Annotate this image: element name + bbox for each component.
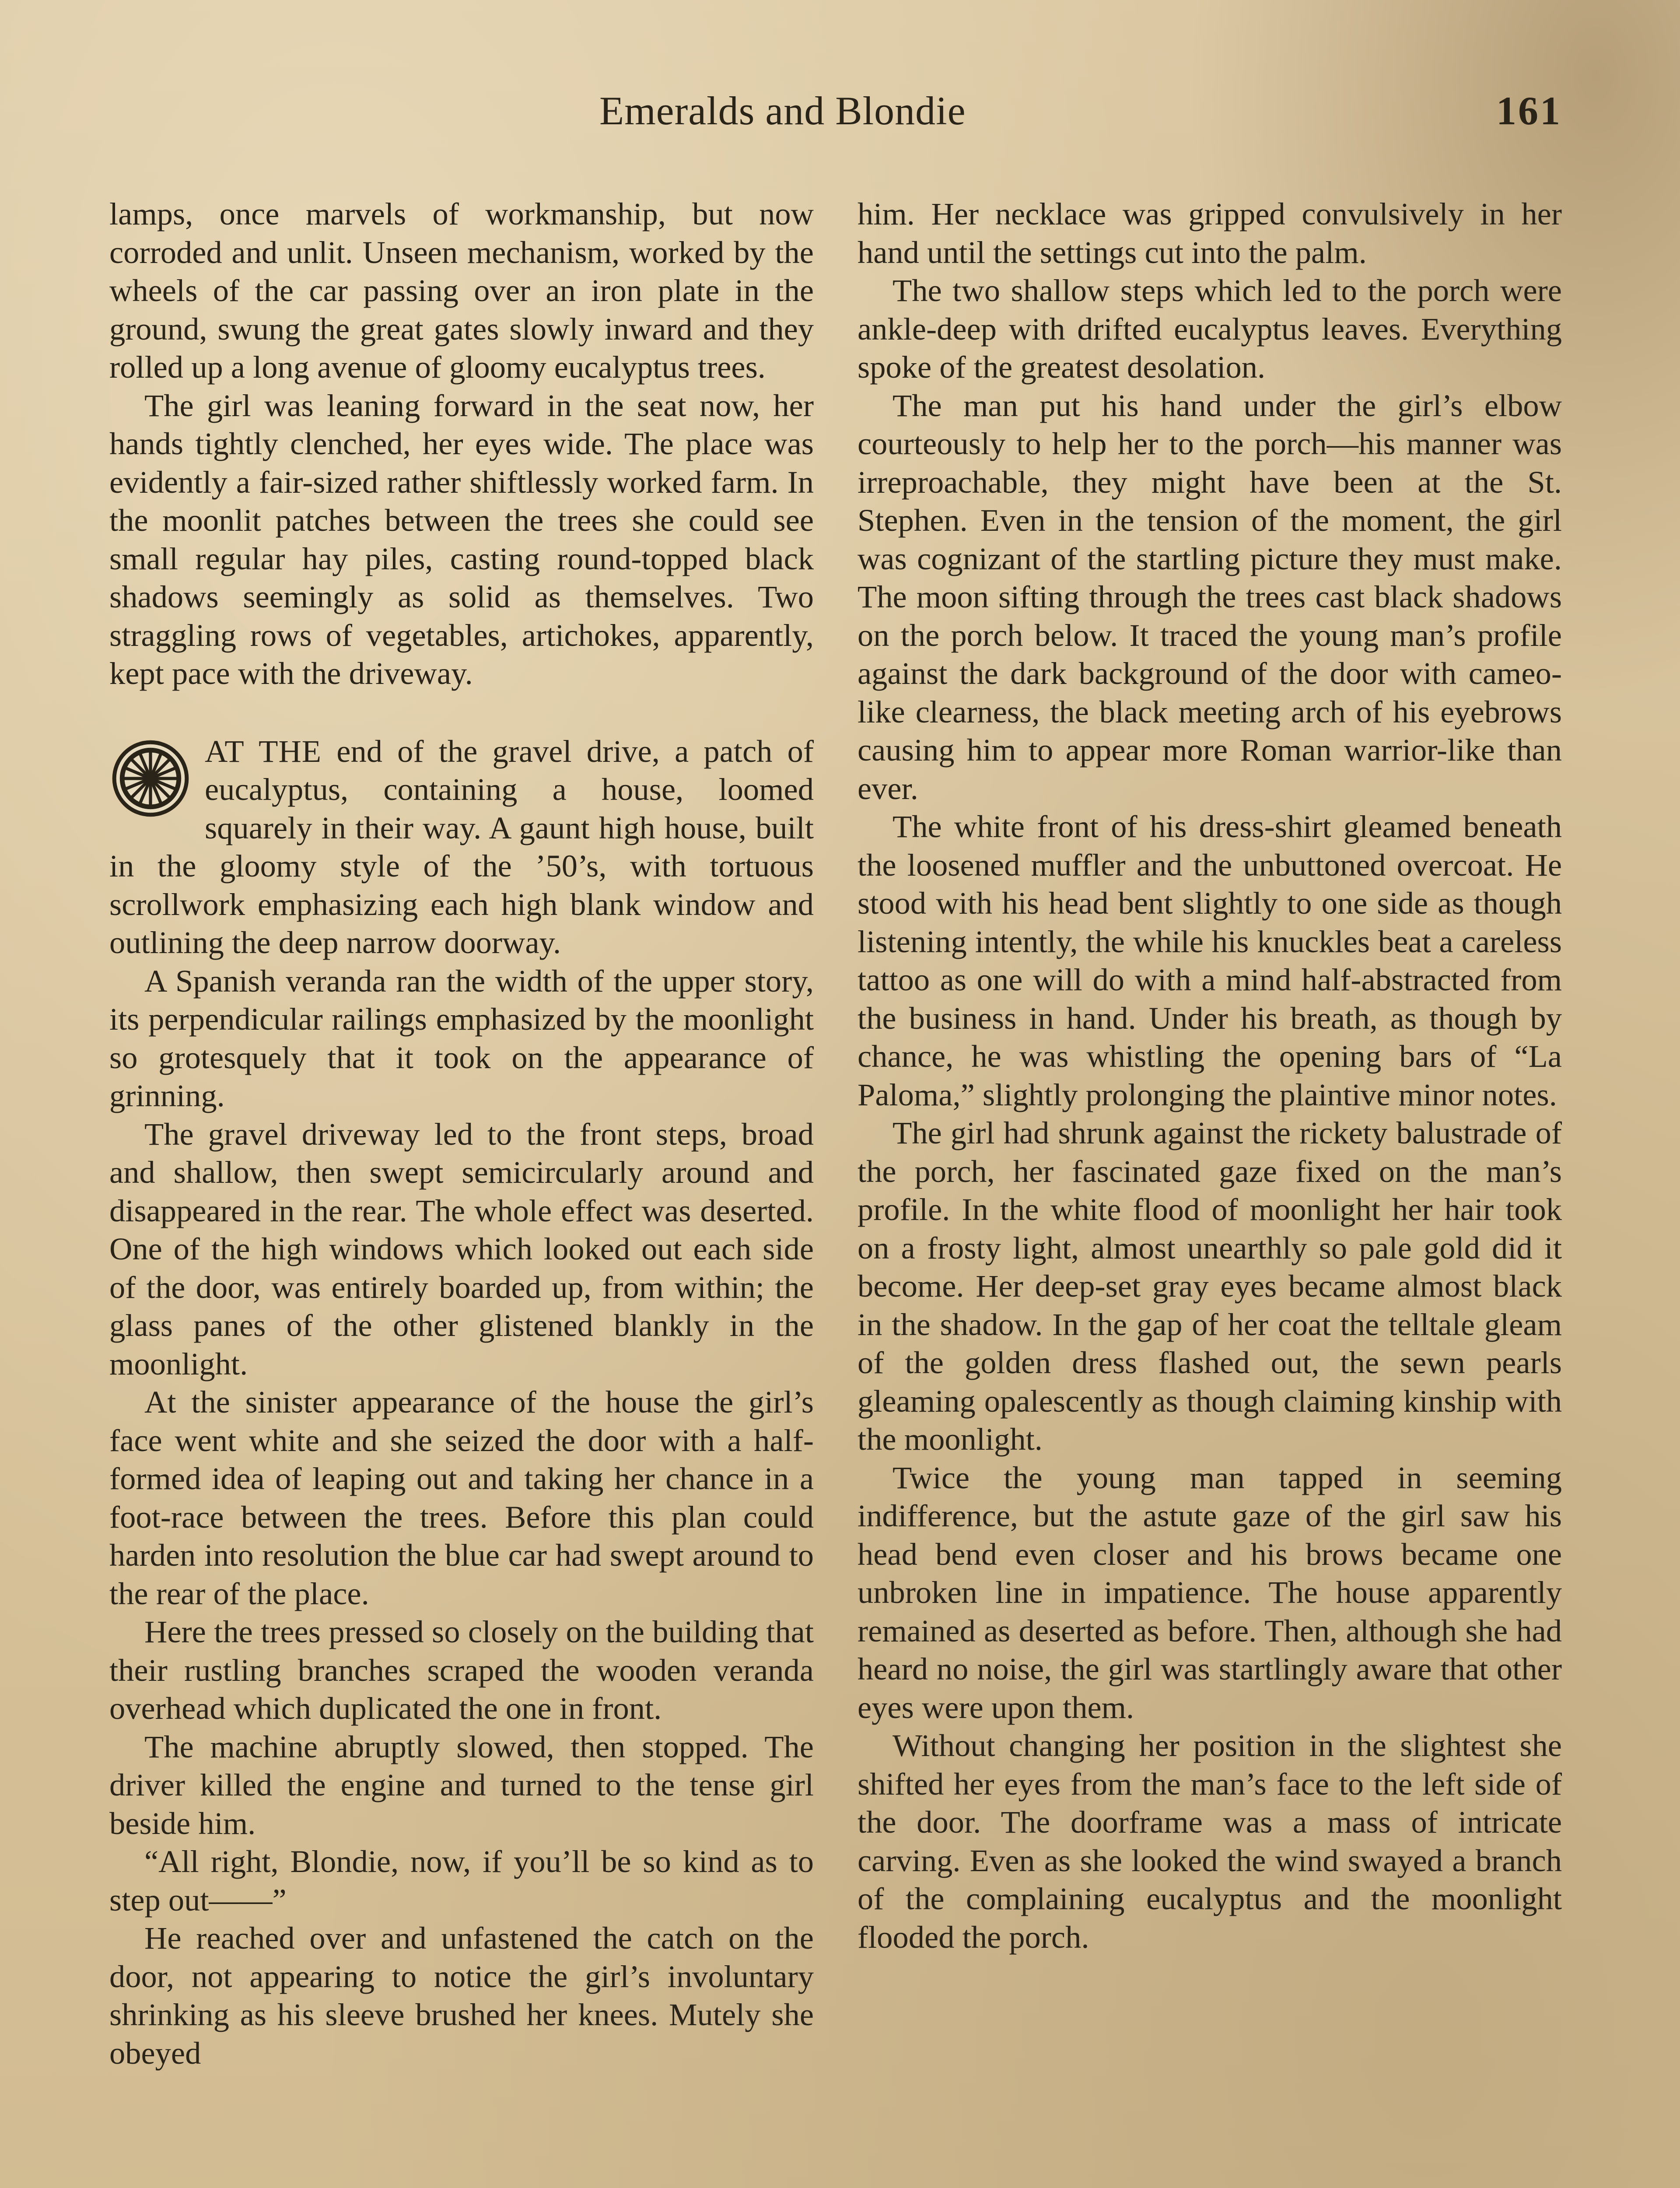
section-break	[109, 693, 814, 732]
paragraph-with-ornament	[109, 732, 814, 962]
right-column	[858, 195, 1562, 1956]
paragraph: Here the trees pressed so closely on the building that their rustling branches scraped the wooden veranda overhead which duplicated the one in front.	[109, 1614, 814, 1726]
lead-in-caps: AT THE	[205, 733, 322, 769]
paragraph: him. Her necklace was gripped convulsively in her hand until the settings cut into the palm.	[858, 196, 1562, 270]
wheel-ornament-icon	[111, 739, 190, 818]
paragraph: Twice the young man tapped in seeming indifference, but the astute gaze of the girl saw his head bend even closer and his brows became one unbroken line in impatience. The house apparently remained as deserted as before. Then, although she had heard no noise, the girl was startlingly aware that other eyes were upon them.	[858, 1459, 1562, 1725]
paragraph: Without changing her position in the slightest she shifted her eyes from the man’s face to the left side of the door. The doorframe was a mass of intricate carving. Even as she looked the wind swayed a branch of the complaining eucalyptus and the moonlight flooded the porch.	[858, 1728, 1562, 1955]
paragraph: The machine abruptly slowed, then stopped. The driver killed the engine and turned to the tense girl beside him.	[109, 1729, 814, 1841]
paragraph: At the sinister appearance of the house the girl’s face went white and she seized the door with a half-formed idea of leaping out and taking her chance in a foot-race between the trees. Before this plan could harden into resolution the blue car had swept around to the rear of the place.	[109, 1384, 814, 1611]
paragraph: The white front of his dress-shirt gleamed beneath the loosened muffler and the unbuttoned overcoat. He stood with his head bent slightly to one side as though listening intently, the while his knuckles beat a careless tattoo as one will do with a mind half-abstracted from the business in hand. Under his breath, as though by chance, he was whistling the opening bars of “La Paloma,” slightly prolonging the plaintive minor notes.	[858, 809, 1562, 1112]
running-head	[109, 88, 1562, 149]
paragraph: lamps, once marvels of workmanship, but now corroded and unlit. Unseen mechanism, worked by the wheels of the car passing over an iron plate in the ground, swung the great gates slowly inward and they rolled up a long avenue of gloomy eucalyptus trees.	[109, 196, 814, 385]
paragraph: The two shallow steps which led to the porch were ankle-deep with drifted eucalyptus leaves. Everything spoke of the greatest desolation.	[858, 273, 1562, 385]
paragraph: The gravel driveway led to the front steps, broad and shallow, then swept semicircularly around and disappeared in the rear. The whole effect was deserted. One of the high windows which looked out each side of the door, was entirely boarded up, from within; the glass panes of the other glistened blankly in the moonlight.	[109, 1116, 814, 1382]
paragraph: The girl was leaning forward in the seat now, her hands tightly clenched, her eyes wide. The place was evidently a fair-sized rather shiftlessly worked farm. In the moonlit patches between the trees she could see small regular hay piles, casting round-topped black shadows seemingly as solid as themselves. Two straggling rows of vegetables, artichokes, apparently, kept pace with the driveway.	[109, 387, 814, 691]
page-number: 161	[1496, 88, 1562, 133]
left-column	[109, 195, 814, 2072]
paragraph: The man put his hand under the girl’s elbow courteously to help her to the porch—his manner was irreproachable, they might have been at the St. Stephen. Even in the tension of the moment, the girl was cognizant of the startling picture they must make. The moon sifting through the trees cast black shadows on the porch below. It traced the young man’s profile against the dark background of the door with cameo-like clearness, the black meeting arch of his eyebrows causing him to appear more Roman warrior-like than ever.	[858, 387, 1562, 806]
paragraph: “All right, Blondie, now, if you’ll be so kind as to step out——”	[109, 1844, 814, 1918]
paragraph: A Spanish veranda ran the width of the upper story, its perpendicular railings emphasized by the moonlight so grotesquely that it took on the appearance of grinning.	[109, 963, 814, 1113]
running-title: Emeralds and Blondie	[599, 88, 966, 133]
paragraph: The girl had shrunk against the rickety balustrade of the porch, her fascinated gaze fixed on the man’s profile. In the white flood of moonlight her hair took on a frosty light, almost unearthly so pale gold did it become. Her deep-set gray eyes became almost black in the shadow. In the gap of her coat the telltale gleam of the golden dress flashed out, the sewn pearls gleaming opalescently as though claiming kinship with the moonlight.	[858, 1115, 1562, 1457]
paragraph: He reached over and unfastened the catch on the door, not appearing to notice the girl’s involuntary shrinking as his sleeve brushed her knees. Mutely she obeyed	[109, 1920, 814, 2071]
paragraph-text: end of the gravel drive, a patch of eucalyptus, containing a house, loomed squarely in their way. A gaunt high house, built in the gloomy style of the ’50’s, with tortuous scrollwork emphasizing each high blank window and outlining the deep narrow doorway.	[109, 733, 814, 960]
